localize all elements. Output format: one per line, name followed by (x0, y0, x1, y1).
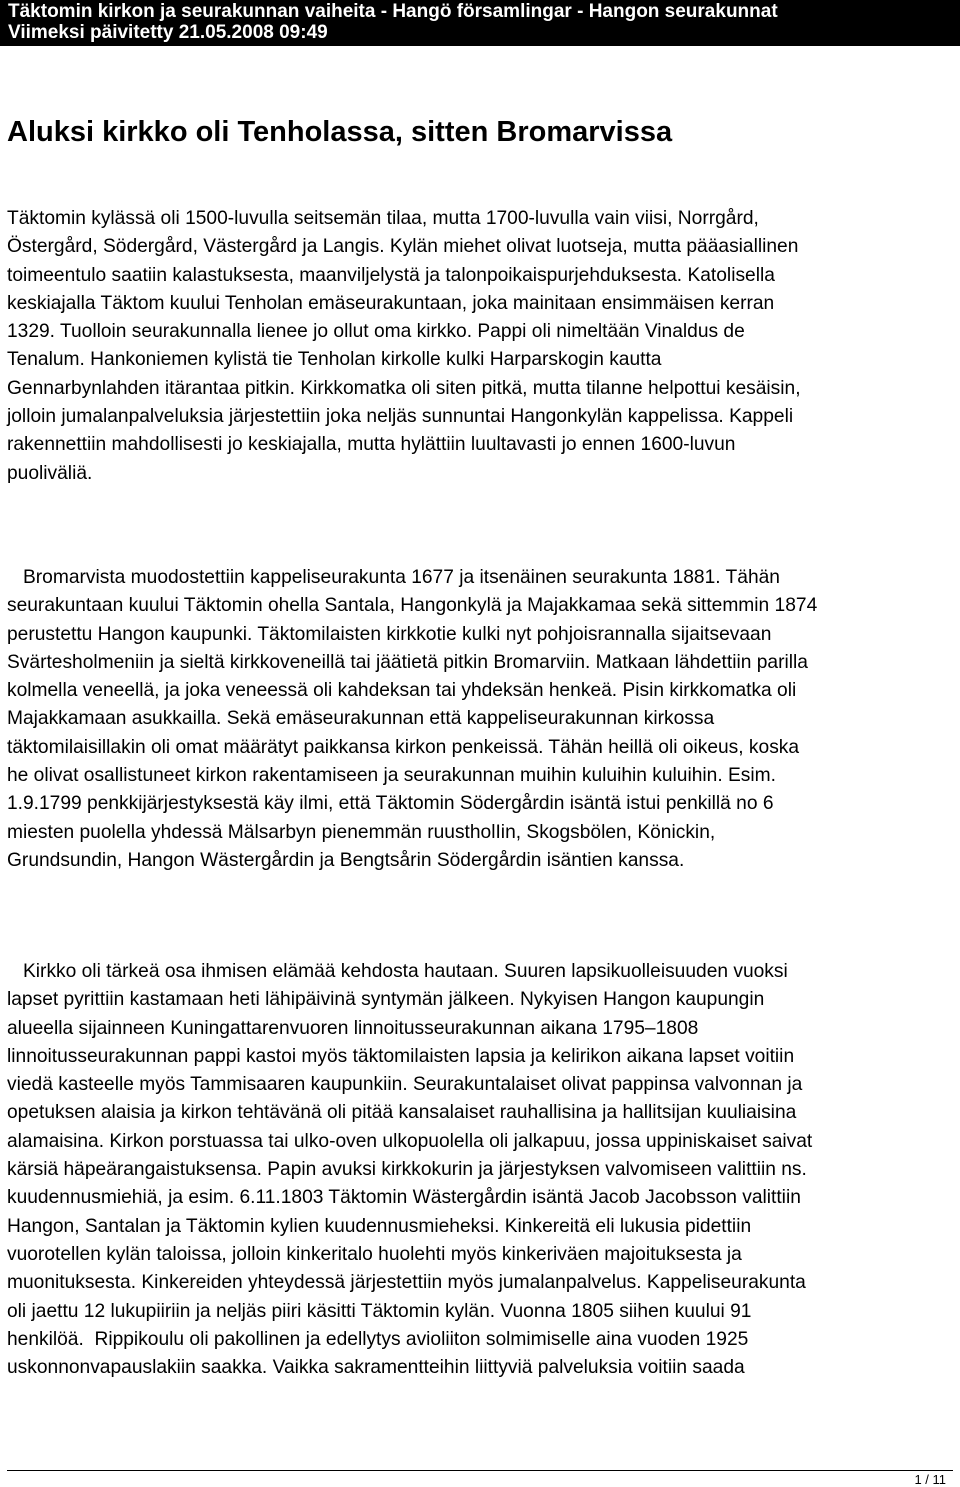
paragraph-line: Östergård, Södergård, Västergård ja Langis. Kylän miehet olivat luotseja, mutta pääasiallinen (7, 236, 799, 258)
last-updated-text: Viimeksi päivitetty 21.05.2008 09:49 (8, 22, 328, 43)
paragraph-line: Majakkamaan asukkailla. Sekä emäseurakunnan että kappeliseurakunnan kirkossa (7, 708, 715, 730)
paragraph-line: Hangon, Santalan ja Täktomin kylien kuudennusmieheksi. Kinkereitä eli lukusia pidettiin (7, 1215, 752, 1237)
paragraph-line: Svärtesholmeniin ja sieltä kirkkoveneillä tai jäätietä pitkin Bromarviin. Matkaan lähdettiin parilla (7, 651, 808, 673)
paragraph-line: henkilöä. Rippikoulu oli pakollinen ja edellytys avioliiton solmimiselle aina vuoden 1925 (7, 1328, 749, 1350)
paragraph-line: linnoitusseurakunnan pappi kastoi myös täktomilaisten lapsia ja kelirikon aikana lapset voitiin (7, 1045, 795, 1067)
paragraph-line: oli jaettu 12 lukupiiriin ja neljäs piiri käsitti Täktomin kylän. Vuonna 1805 siihen kuului 91 (7, 1300, 752, 1322)
document-header-title: Täktomin kirkon ja seurakunnan vaiheita - Hangö församlingar - Hangon seurakunnat (8, 1, 778, 22)
paragraph-line: rakennettiin mahdollisesti jo keskiajalla, mutta hylättiin luultavasti jo ennen 1600-luvun (7, 434, 736, 456)
paragraph-line: uskonnonvapauslakiin saakka. Vaikka sakramentteihin liittyviä palveluksia voitiin saada (7, 1357, 745, 1379)
paragraph-line: viedä kasteelle myös Tammisaaren kaupunkiin. Seurakuntalaiset olivat pappinsa valvonnan ja (7, 1074, 803, 1096)
paragraph-line: he olivat osallistuneet kirkon rakentamiseen ja seurakunnan muihin kuluihin kuluihin. Esim. (7, 765, 776, 787)
paragraph-line: täktomilaisillakin oli omat määrätyt paikkansa kirkon penkeissä. Tähän heillä oli oikeus, koska (7, 736, 800, 758)
paragraph-line: kuudennusmiehiä, ja esim. 6.11.1803 Täktomin Wästergårdin isäntä Jacob Jacobsson valittiin (7, 1187, 801, 1209)
paragraph-line: Tenalum. Hankoniemen kylistä tie Tenholan kirkolle kulki Harparskogin kautta (7, 349, 662, 371)
article-paragraph (7, 958, 955, 1382)
paragraph-line: Bromarvista muodostettiin kappeliseurakunta 1677 ja itsenäinen seurakunta 1881. Tähän (7, 567, 780, 588)
paragraph-line: kärsiä häpeärangaistuksensa. Papin avuksi kirkkokurin ja järjestyksen valvomiseen valittiin ns. (7, 1159, 807, 1181)
paragraph-line: keskiajalla Täktom kuului Tenholan emäseurakuntaan, joka mainitaan ensimmäisen kerran (7, 292, 775, 314)
paragraph-line: 1329. Tuolloin seurakunnalla lienee jo ollut oma kirkko. Pappi oli nimeltään Vinaldus de (7, 321, 745, 343)
paragraph-line: miesten puolella yhdessä Mälsarbyn pienemmän ruustholIin, Skogsbölen, Könickin, (7, 821, 716, 843)
paragraph-line: puoliväliä. (7, 462, 93, 484)
article-paragraph (7, 564, 955, 875)
article-paragraph (7, 205, 955, 488)
paragraph-line: seurakuntaan kuului Täktomin ohella Santala, Hangonkylä ja Majakkamaa sekä sittemmin 1874 (7, 595, 818, 617)
paragraph-line: Gennarbynlahden itärantaa pitkin. Kirkkomatka oli siten pitkä, mutta tilanne helpottui kesäisin, (7, 377, 801, 399)
paragraph-line: alamaisina. Kirkon porstuassa tai ulko-oven ulkopuolella oli jalkapuu, jossa uppiniskaiset saivat (7, 1130, 813, 1152)
document-header (0, 0, 960, 46)
paragraph-line: opetuksen alaisia ja kirkon tehtävänä oli pitää kansalaiset rauhallisina ja hallitsijan kuuliaisina (7, 1102, 797, 1124)
footer-divider (7, 1470, 953, 1471)
paragraph-line: Kirkko oli tärkeä osa ihmisen elämää kehdosta hautaan. Suuren lapsikuolleisuuden vuoksi (7, 961, 788, 982)
paragraph-line: lapset pyrittiin kastamaan heti lähipäivinä syntymän jälkeen. Nykyisen Hangon kaupungin (7, 989, 765, 1011)
paragraph-line: vuorotellen kylän taloissa, jolloin kinkeritalo huolehti myös kinkeriväen majoituksesta ja (7, 1243, 742, 1265)
paragraph-line: perustettu Hangon kaupunki. Täktomilaisten kirkkotie kulki nyt pohjoisrannalla sijaitsevaan (7, 623, 772, 645)
paragraph-line: jolloin jumalanpalveluksia järjestettiin joka neljäs sunnuntai Hangonkylän kappelissa. Kappeli (7, 406, 794, 428)
article-title: Aluksi kirkko oli Tenholassa, sitten Bromarvissa (7, 116, 673, 148)
paragraph-line: 1.9.1799 penkkijärjestyksestä käy ilmi, että Täktomin Södergårdin isäntä istui penkillä no 6 (7, 793, 774, 815)
paragraph-line: toimeentulo saatiin kalastuksesta, maanviljelystä ja talonpoikaispurjehduksesta. Katolisella (7, 264, 775, 286)
paragraph-line: muonituksesta. Kinkereiden yhteydessä järjestettiin myös jumalanpalvelus. Kappeliseurakunta (7, 1272, 806, 1294)
paragraph-line: Täktomin kylässä oli 1500-luvulla seitsemän tilaa, mutta 1700-luvulla vain viisi, Norrgård, (7, 208, 759, 229)
paragraph-line: Grundsundin, Hangon Wästergårdin ja Bengtsårin Södergårdin isäntien kanssa. (7, 849, 685, 871)
paragraph-line: alueella sijainneen Kuningattarenvuoren linnoitusseurakunnan aikana 1795–1808 (7, 1017, 699, 1039)
page-number: 1 / 11 (914, 1472, 946, 1487)
paragraph-line: kolmella veneellä, ja joka veneessä oli kahdeksan tai yhdeksän henkeä. Pisin kirkkomatka oli (7, 680, 797, 702)
